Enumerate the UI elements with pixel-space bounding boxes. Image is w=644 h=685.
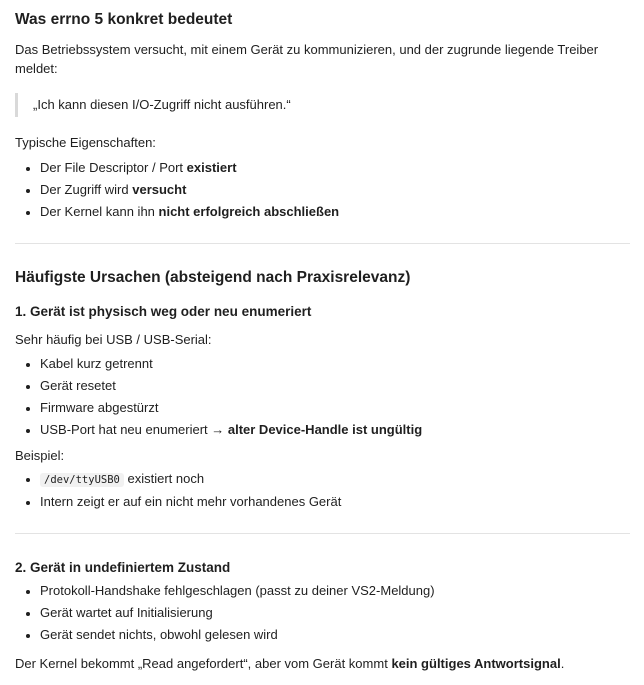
list-item: • Firmware abgestürzt	[40, 397, 630, 419]
cause2-list	[15, 580, 630, 646]
divider	[15, 533, 630, 534]
list-item: • Intern zeigt er auf ein nicht mehr vorhandenes Gerät	[40, 491, 630, 513]
section-title-causes: Häufigste Ursachen (absteigend nach Praxisrelevanz)	[15, 268, 411, 286]
properties-label: Typische Eigenschaften:	[15, 135, 156, 151]
list-item: • Der Zugriff wird versucht	[40, 179, 630, 201]
list-item: • Protokoll-Handshake fehlgeschlagen (passt zu deiner VS2-Meldung)	[40, 580, 630, 602]
list-item: • Der Kernel kann ihn nicht erfolgreich abschließen	[40, 201, 630, 223]
list-item: • Gerät sendet nichts, obwohl gelesen wird	[40, 624, 630, 646]
list-item: • Kabel kurz getrennt	[40, 353, 630, 375]
divider	[15, 243, 630, 244]
cause1-title: 1. Gerät ist physisch weg oder neu enumeriert	[15, 303, 312, 319]
list-item: • Gerät resetet	[40, 375, 630, 397]
quote-text: „Ich kann diesen I/O-Zugriff nicht ausführen.“	[33, 96, 291, 112]
list-item: • /dev/ttyUSB0 existiert noch	[40, 468, 630, 491]
list-item: • Gerät wartet auf Initialisierung	[40, 602, 630, 624]
list-item: • USB-Port hat neu enumeriert → alter Device-Handle ist ungültig	[40, 419, 630, 441]
cause2-summary: Der Kernel bekommt „Read angefordert“, aber vom Gerät kommt kein gültiges Antwortsignal.	[15, 656, 565, 672]
quote-block	[15, 93, 630, 118]
device-path-code: /dev/ttyUSB0	[40, 473, 124, 487]
list-item: • Der File Descriptor / Port existiert	[40, 157, 630, 179]
cause2-title: 2. Gerät in undefiniertem Zustand	[15, 560, 231, 576]
intro-paragraph: Das Betriebssystem versucht, mit einem Gerät zu kommunizieren, und der zugrunde liegende Treiber meldet:	[15, 41, 599, 77]
cause1-intro: Sehr häufig bei USB / USB-Serial:	[15, 332, 212, 348]
properties-list	[15, 157, 630, 223]
section-title-errno: Was errno 5 konkret bedeutet	[15, 11, 233, 28]
example-label: Beispiel:	[15, 447, 65, 463]
cause1-list	[15, 353, 630, 441]
example-list	[15, 468, 630, 513]
